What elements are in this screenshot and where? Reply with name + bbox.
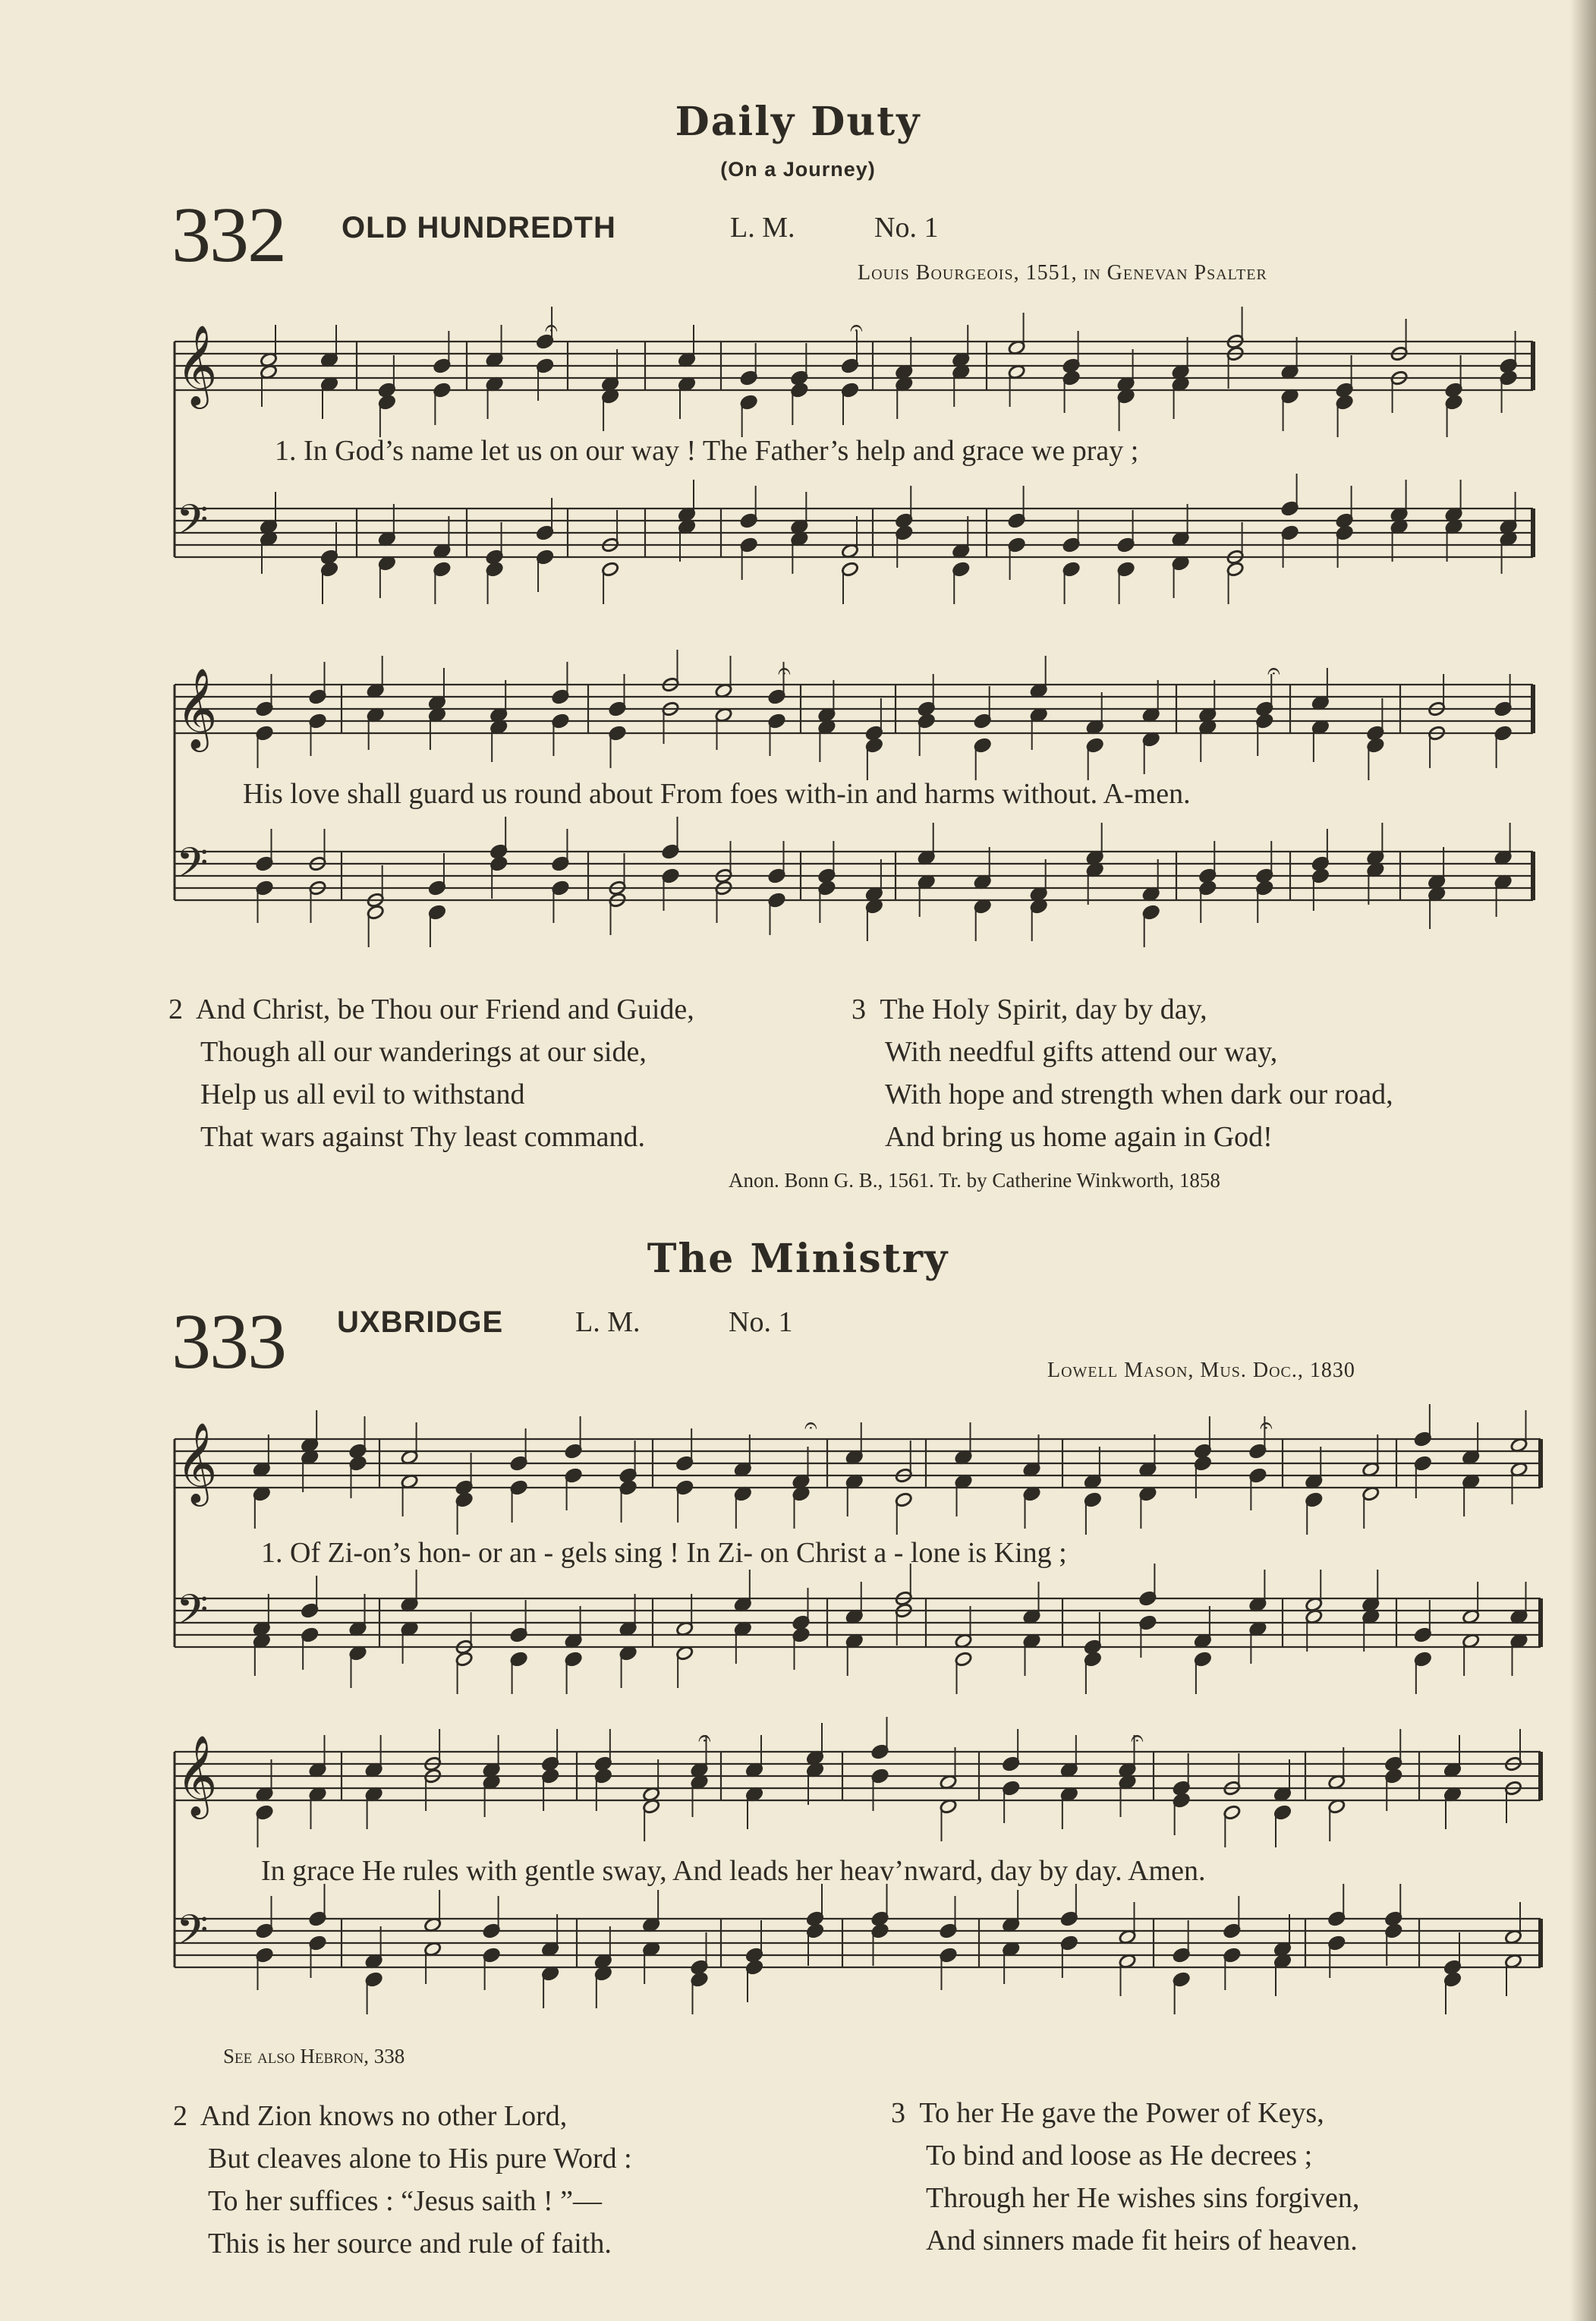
verse-line: To her suffices : “Jesus saith ! ”— — [208, 2185, 603, 2217]
bass-clef-icon: 𝄢 — [176, 839, 209, 897]
verse-line: The Holy Spirit, day by day, — [880, 994, 1207, 1025]
section-title: The Ministry — [647, 1236, 949, 1282]
verse-line: And sinners made fit heirs of heaven. — [926, 2225, 1358, 2256]
verse-label: 2 — [173, 2100, 187, 2132]
fermata-icon: 𝄐 — [1267, 658, 1280, 685]
lyric-line: 1. In God’s name let us on our way ! The Father’s help and grace we pray ; — [275, 435, 1139, 467]
verse-label: 3 — [891, 2097, 905, 2129]
treble-clef-icon: 𝄞 — [176, 1422, 218, 1503]
verse-line: To bind and loose as He decrees ; — [926, 2140, 1313, 2171]
verse-2 — [173, 2095, 632, 2265]
verse-line: With needful gifts attend our way, — [885, 1036, 1278, 1068]
section-title: Daily Duty — [675, 99, 921, 145]
meter: L. M. — [575, 1306, 641, 1338]
fermata-icon: 𝄐 — [1131, 1725, 1144, 1752]
fermata-icon: 𝄐 — [804, 1412, 817, 1439]
fermata-icon: 𝄐 — [698, 1725, 711, 1752]
verse-3 — [852, 988, 1393, 1158]
translation-credit: Anon. Bonn G. B., 1561. Tr. by Catherine Winkworth, 1858 — [729, 1169, 1220, 1192]
verse-line: With hope and strength when dark our road, — [885, 1079, 1393, 1110]
bass-clef-icon: 𝄢 — [176, 1586, 209, 1644]
fermata-icon: 𝄐 — [1260, 1412, 1273, 1439]
verse-line: Through her He wishes sins forgiven, — [926, 2182, 1360, 2214]
tune-number: No. 1 — [729, 1306, 793, 1338]
lyric-line: 1. Of Zi-on’s hon- or an - gels sing ! In Zi- on Christ a - lone is King ; — [261, 1537, 1067, 1569]
bass-clef-icon: 𝄢 — [176, 496, 209, 554]
meter: L. M. — [730, 212, 795, 244]
page-edge-shadow — [1570, 0, 1596, 2321]
lyric-line: In grace He rules with gentle sway, And leads her heav’nward, day by day. Amen. — [261, 1855, 1206, 1887]
verse-line: Help us all evil to withstand — [200, 1079, 525, 1110]
fermata-icon: 𝄐 — [778, 658, 791, 685]
see-also-note: See also Hebron, 338 — [223, 2045, 405, 2067]
tune-number: No. 1 — [874, 212, 939, 244]
verse-3 — [891, 2092, 1359, 2262]
composer-credit: Louis Bourgeois, 1551, in Genevan Psalter — [858, 261, 1267, 285]
lyric-line: His love shall guard us round about From foes with-in and harms without. A-men. — [243, 778, 1191, 810]
verse-label: 3 — [852, 994, 866, 1025]
fermata-icon: 𝄐 — [545, 315, 558, 342]
hymn-number: 333 — [172, 1298, 285, 1385]
hymn-number: 332 — [172, 191, 285, 279]
fermata-icon: 𝄐 — [850, 315, 863, 342]
verse-line: That wars against Thy least command. — [200, 1121, 646, 1153]
treble-clef-icon: 𝄞 — [176, 1734, 218, 1816]
verse-line: But cleaves alone to His pure Word : — [208, 2143, 632, 2175]
verse-line: And Christ, be Thou our Friend and Guide, — [195, 994, 694, 1025]
tune-name: OLD HUNDREDTH — [342, 211, 616, 244]
verse-line: Though all our wanderings at our side, — [200, 1036, 647, 1068]
verse-line: This is her source and rule of faith. — [208, 2228, 612, 2260]
verse-line: And bring us home again in God! — [885, 1121, 1273, 1153]
verse-line: To her He gave the Power of Keys, — [919, 2097, 1324, 2129]
occasion-subtitle: (On a Journey) — [720, 158, 876, 181]
treble-clef-icon: 𝄞 — [176, 324, 218, 405]
bass-clef-icon: 𝄢 — [176, 1906, 209, 1964]
verse-label: 2 — [168, 994, 183, 1025]
verse-2 — [168, 988, 694, 1158]
tune-name: UXBRIDGE — [337, 1305, 504, 1339]
verse-line: And Zion knows no other Lord, — [200, 2100, 568, 2132]
composer-credit: Lowell Mason, Mus. Doc., 1830 — [1047, 1359, 1355, 1382]
treble-clef-icon: 𝄞 — [176, 667, 218, 748]
